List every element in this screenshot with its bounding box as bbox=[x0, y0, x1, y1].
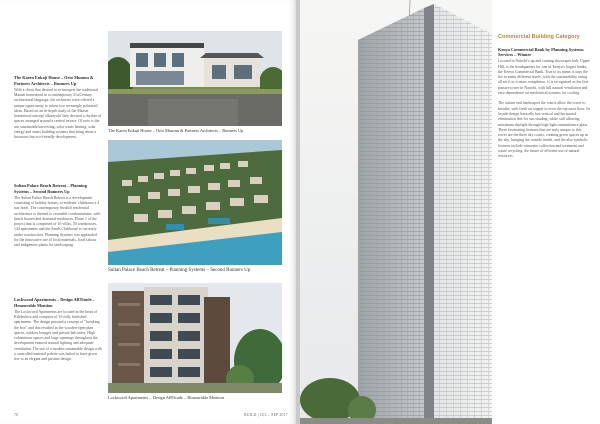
article-heading: The Karen Enkaji House – Orto Mumnu & Partners Architects – Runners Up bbox=[14, 75, 94, 86]
winner-paragraph: Located in Nairobi's up and coming skyscraper hub, Upper Hill, is the headquarters for one of Kenya's largest banks, the Kenya Commercial Bank. True to its name, it tops the list in many different levels, with the sustainability rating all set it as it nears completion. It is recognized as the first passive tower in Nairobi, with full natural ventilation and zero dependence on mechanical systems for cooling. bbox=[498, 59, 590, 96]
category-sidebar bbox=[492, 0, 600, 424]
category-title: Commercial Building Category bbox=[498, 34, 580, 40]
issue-label: BUILD | JUL – SEP 2017 bbox=[244, 413, 288, 417]
article-sultan-palace bbox=[14, 183, 102, 249]
photo-caption: Lockwood Apartments – Design ARTitude – Honourable Mention bbox=[108, 395, 225, 400]
article-heading: Lockwood Apartments – Design ARTitude – Honourable Mention bbox=[14, 297, 95, 308]
winner-heading: Kenya Commercial Bank by Planning Systems Services – Winner bbox=[498, 46, 584, 58]
left-page bbox=[0, 0, 296, 424]
page-number: 70 bbox=[14, 413, 19, 417]
article-lockwood bbox=[14, 297, 102, 363]
article-body: The Sultan Palace Beach Retreat is a development consisting of holiday homes, a residents' clubhouse a 4 star hotel. The contemporary Swahili residential architecture is themed to resemble condominiums, with beach houses and diamond residences. Phase 1 of the project that is comprised of 16 villas, 50 townhouses, 144 apartments and the Sands Clubhouse is currently under construction. Planning Systems was applauded for the innovative use of local materials, local labour and indigenous plants for landscaping. bbox=[14, 195, 101, 248]
sultan-palace-aerial-photo bbox=[108, 140, 282, 265]
article-heading: Sultan Palace Beach Retreat – Planning Systems – Second Runners Up bbox=[14, 183, 87, 194]
winner-paragraph: The atrium and landscaped the courts allow the tower to breathe, with fresh air supply to even the top most floor. Its façade design basically has vertical and horizontal elimination fins for sun shading, while still allowing maximum daylight through high light transmittance glass. Three fascinating features that are truly unique to this tower are the three sky courts, creating green spaces up in the sky, bringing the outside inside, and the also symbolic features include rainwater collection and treatment and waste recycling, the future of efficient use of natural resources. bbox=[498, 101, 591, 159]
karen-enkaji-house-photo bbox=[108, 31, 282, 126]
article-body: The Lockwood Apartments are located in the heart of Kileleshwa and comprise of 16 fully furnished apartments. The design pursued a concept of "breaking the box" and this resulted in the wooden-open plan spaces, outdoor lounges and private balconies. High voluminous spaces and large openings throughout the development ensured natural lighting and adequate ventilation. The use of a modern sustainable design with a controlled material palette was hailed to have given rise to an elegant and pristine design. bbox=[14, 309, 102, 362]
lockwood-apartments-photo bbox=[108, 283, 282, 393]
article-karen-enkaji bbox=[14, 75, 102, 141]
photo-caption: The Karen Enkaji House – Orto Mumnu & Partners Architects – Runners Up bbox=[108, 128, 244, 133]
article-body: With a client that desired to re-interpret the traditional Maasai homestead in a contemporary 21stCentury architectural language, the architects were offered a unique opportunity to infuse two seemingly polarized ideas. Based on an in-depth study of the Maasai homestead concept 'olkanyahi' they devised a rhythm of spaces arranged around a central terrace. Of note is the use sustainable harvesting, solar water heating, solar energy and smart building systems that bring about a luxurious but eco-friendly development. bbox=[14, 87, 102, 140]
photo-caption: Sultan Palace Beach Retreat – Planning Systems – Second Runners Up bbox=[108, 268, 251, 273]
